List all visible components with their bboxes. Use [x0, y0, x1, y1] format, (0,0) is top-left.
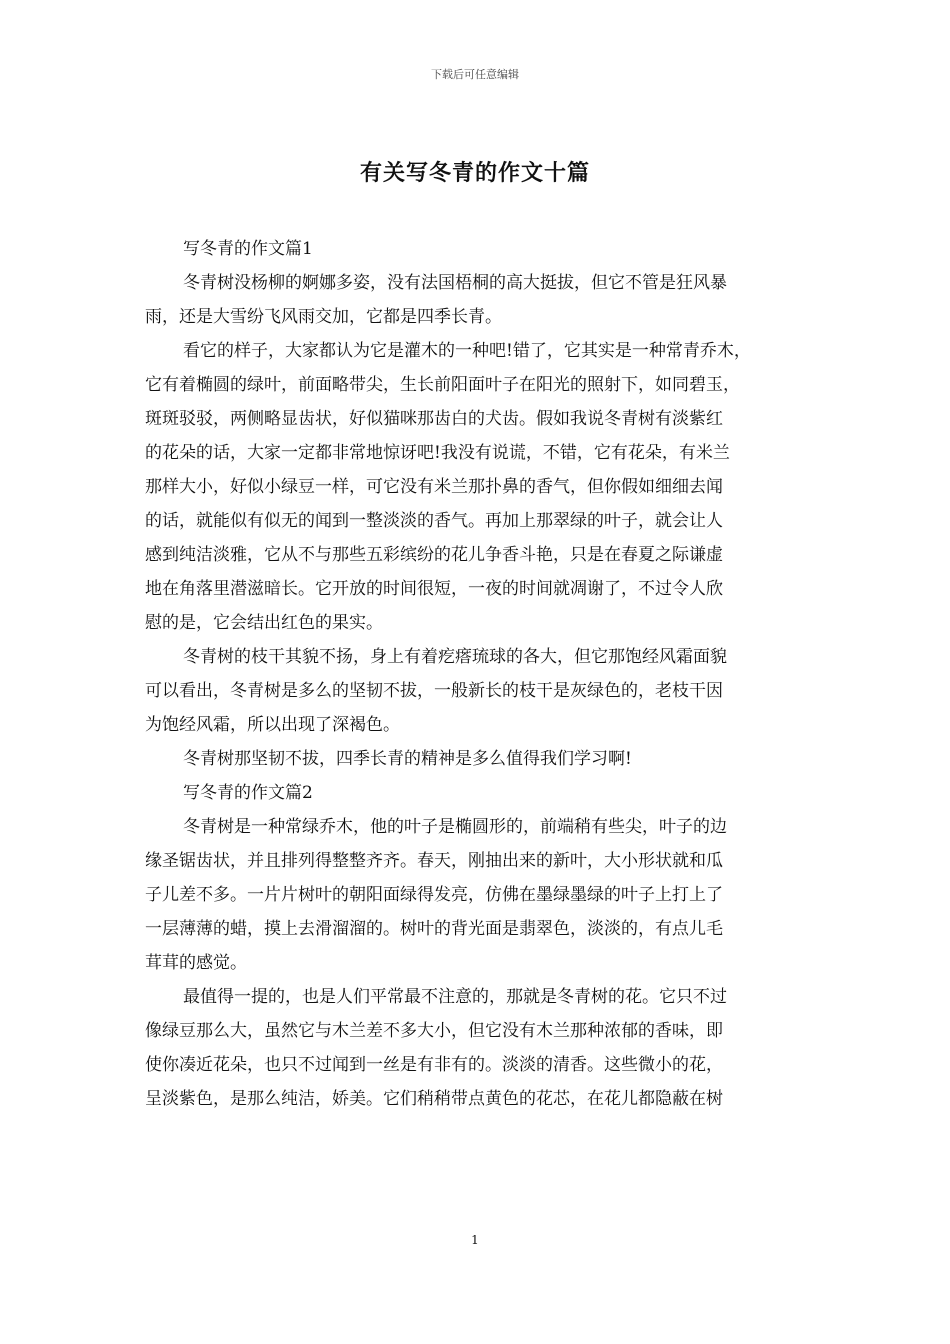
text-line: 缘圣锯齿状，并且排列得整整齐齐。春天，刚抽出来的新叶，大小形状就和瓜	[145, 851, 723, 871]
text-line: 呈淡紫色，是那么纯洁，娇美。它们稍稍带点黄色的花芯，在花儿都隐蔽在树	[145, 1089, 723, 1109]
page-header: 下载后可任意编辑	[431, 68, 519, 81]
text-line: 可以看出，冬青树是多么的坚韧不拔，一般新长的枝干是灰绿色的，老枝干因	[145, 681, 723, 701]
text-line: 一层薄薄的蜡，摸上去滑溜溜的。树叶的背光面是翡翠色，淡淡的，有点儿毛	[145, 919, 723, 939]
text-line: 写冬青的作文篇1	[183, 239, 313, 259]
text-line: 为饱经风霜，所以出现了深褐色。	[145, 715, 400, 735]
text-line: 慰的是，它会结出红色的果实。	[145, 613, 383, 633]
text-line: 斑斑驳驳，两侧略显齿状，好似猫咪那齿白的犬齿。假如我说冬青树有淡紫红	[145, 409, 723, 429]
text-line: 像绿豆那么大，虽然它与木兰差不多大小，但它没有木兰那种浓郁的香味，即	[145, 1021, 723, 1041]
page-number: 1	[471, 1233, 479, 1247]
text-line: 它有着椭圆的绿叶，前面略带尖，生长前阳面叶子在阳光的照射下，如同碧玉，	[145, 375, 740, 395]
document-title: 有关写冬青的作文十篇	[359, 160, 590, 186]
text-line: 地在角落里潜滋暗长。它开放的时间很短，一夜的时间就凋谢了，不过令人欣	[145, 579, 723, 599]
text-line: 冬青树没杨柳的婀娜多姿，没有法国梧桐的高大挺拔，但它不管是狂风暴	[183, 273, 727, 293]
text-line: 冬青树的枝干其貌不扬，身上有着疙瘩琉球的各大，但它那饱经风霜面貌	[183, 647, 727, 667]
text-line: 的花朵的话，大家一定都非常地惊讶吧!我没有说谎，不错，它有花朵，有米兰	[145, 443, 730, 463]
document-body	[145, 232, 815, 1116]
text-line: 那样大小，好似小绿豆一样，可它没有米兰那扑鼻的香气，但你假如细细去闻	[145, 477, 723, 497]
text-line: 冬青树是一种常绿乔木，他的叶子是椭圆形的，前端稍有些尖，叶子的边	[183, 817, 727, 837]
text-line: 使你凑近花朵，也只不过闻到一丝是有非有的。淡淡的清香。这些微小的花，	[145, 1055, 723, 1075]
text-line: 茸茸的感觉。	[145, 953, 247, 973]
text-line: 看它的样子，大家都认为它是灌木的一种吧!错了，它其实是一种常青乔木，	[183, 341, 751, 361]
text-line: 雨，还是大雪纷飞风雨交加，它都是四季长青。	[145, 307, 502, 327]
text-line: 子儿差不多。一片片树叶的朝阳面绿得发亮，仿佛在墨绿墨绿的叶子上打上了	[145, 885, 723, 905]
text-line: 感到纯洁淡雅，它从不与那些五彩缤纷的花儿争香斗艳，只是在春夏之际谦虚	[145, 545, 723, 565]
text-line: 写冬青的作文篇2	[183, 783, 313, 803]
text-line: 最值得一提的，也是人们平常最不注意的，那就是冬青树的花。它只不过	[183, 987, 727, 1007]
text-line: 冬青树那坚韧不拔，四季长青的精神是多么值得我们学习啊!	[183, 749, 632, 769]
text-line: 的话，就能似有似无的闻到一整淡淡的香气。再加上那翠绿的叶子，就会让人	[145, 511, 723, 531]
